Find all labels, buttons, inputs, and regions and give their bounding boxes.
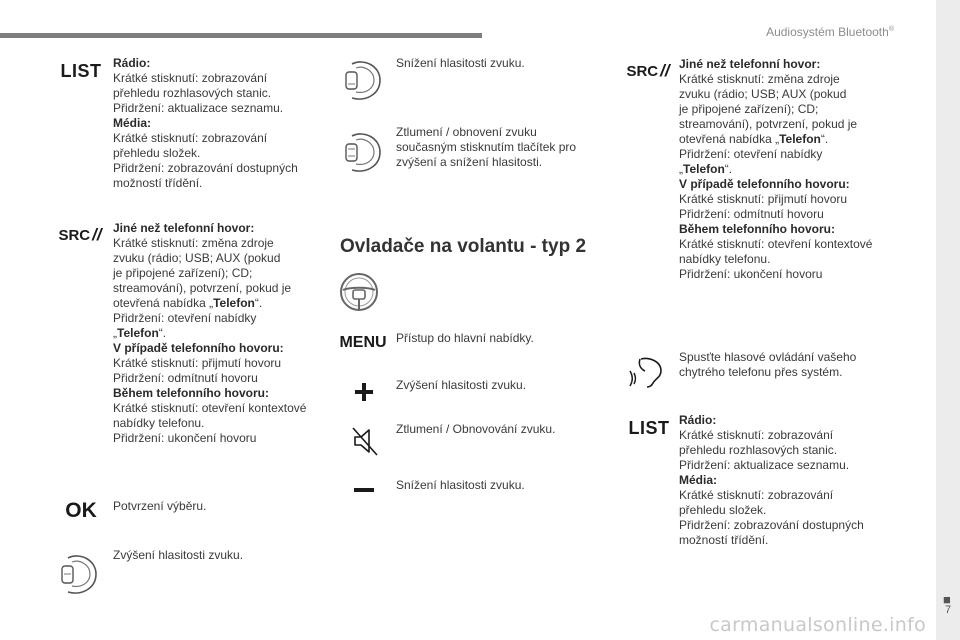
minus-description	[396, 478, 525, 493]
description-line: Krátké stisknutí: přijmutí hovoru	[113, 356, 282, 370]
description-subheading: Média:	[113, 116, 152, 130]
voice-line: Spusťte hlasové ovládání vašeho	[679, 350, 857, 364]
description-subheading: Rádio:	[679, 413, 717, 427]
description-line	[679, 413, 864, 428]
telefon-menu-label: Telefon	[779, 132, 821, 146]
description-line	[679, 222, 872, 237]
description-line: přehledu rozhlasových stanic.	[113, 86, 272, 100]
description-line	[113, 341, 306, 356]
page-number: 7	[945, 604, 952, 616]
description-line: zvuku (rádio; USB; AUX (pokud	[113, 251, 281, 265]
line-suffix: “.	[820, 132, 829, 146]
description-line: je připojené zařízení); CD;	[679, 102, 819, 116]
list-description	[113, 56, 298, 191]
src-icon-label: SRC	[58, 226, 91, 244]
description-line: Přidržení: odmítnutí hovoru	[679, 207, 824, 221]
steering-wheel-right-control-icon	[56, 550, 102, 598]
header-title-text: Audiosystém Bluetooth	[766, 25, 889, 39]
steering-wheel-control-both-icon	[340, 128, 386, 176]
description-line: Přidržení: ukončení hovoru	[113, 431, 257, 445]
description-line: nabídky telefonu.	[113, 416, 205, 430]
description-line: možností třídění.	[113, 176, 203, 190]
line-prefix: otevřená nabídka „	[113, 296, 214, 310]
minus-button-icon	[352, 484, 376, 496]
mute-speaker-icon	[350, 424, 380, 458]
description-line: nabídky telefonu.	[679, 252, 771, 266]
mute-text: Ztlumení / Obnovování zvuku.	[396, 422, 556, 436]
description-subheading: V případě telefonního hovoru:	[113, 341, 284, 355]
minus-text: Snížení hlasitosti zvuku.	[396, 478, 525, 492]
description-subheading: Během telefonního hovoru:	[679, 222, 835, 236]
description-subheading: Jiné než telefonní hovor:	[679, 57, 821, 71]
description-line: Krátké stisknutí: přijmutí hovoru	[679, 192, 848, 206]
line-prefix: „	[113, 326, 117, 340]
mute-combo-line: zvýšení a snížení hlasitosti.	[396, 155, 543, 169]
menu-button-icon	[338, 332, 388, 354]
description-line: Krátké stisknutí: otevření kontextové	[679, 237, 873, 251]
description-line	[113, 116, 298, 131]
src-slashes-icon: //	[92, 225, 102, 244]
volume-up-text: Zvýšení hlasitosti zvuku.	[113, 548, 244, 562]
src-description	[679, 57, 872, 282]
src-button-icon	[56, 224, 104, 246]
mute-combo-line: současným stisknutím tlačítek pro	[396, 140, 577, 154]
description-line: přehledu složek.	[113, 146, 201, 160]
description-line: přehledu rozhlasových stanic.	[679, 443, 838, 457]
line-suffix: “.	[724, 162, 733, 176]
line-suffix: “.	[158, 326, 167, 340]
description-line	[679, 162, 872, 177]
description-subheading: Rádio:	[113, 56, 151, 70]
voice-description	[679, 350, 856, 380]
list-icon-label: LIST	[628, 417, 670, 438]
description-line	[679, 177, 872, 192]
watermark: carmanualsonline.info	[709, 614, 926, 636]
description-line	[113, 386, 306, 401]
list-button-icon	[58, 58, 104, 84]
src-description	[113, 221, 306, 446]
description-line: Přidržení: zobrazování dostupných	[113, 161, 298, 175]
voice-command-icon	[626, 352, 666, 392]
plus-button-icon	[352, 380, 376, 404]
volume-up-description	[113, 548, 243, 563]
description-line: Krátké stisknutí: změna zdroje	[679, 72, 840, 86]
description-line: Přidržení: otevření nabídky	[679, 147, 823, 161]
line-prefix: otevřená nabídka „	[679, 132, 780, 146]
steering-wheel-control-lower-icon	[340, 56, 386, 104]
description-line: Přidržení: zobrazování dostupných	[679, 518, 864, 532]
ok-button-icon	[60, 498, 102, 524]
description-line: Přidržení: aktualizace seznamu.	[113, 101, 284, 115]
description-line	[679, 132, 872, 147]
plus-description	[396, 378, 526, 393]
description-line: zvuku (rádio; USB; AUX (pokud	[679, 87, 847, 101]
description-line	[113, 56, 298, 71]
volume-down-text: Snížení hlasitosti zvuku.	[396, 56, 525, 70]
description-line	[679, 473, 864, 488]
description-line	[113, 326, 306, 341]
description-line: streamování), potvrzení, pokud je	[113, 281, 292, 295]
description-line: Krátké stisknutí: zobrazování	[113, 71, 268, 85]
registered-mark: ®	[888, 26, 894, 33]
description-line	[679, 57, 872, 72]
description-line: Krátké stisknutí: změna zdroje	[113, 236, 274, 250]
description-line: Přidržení: ukončení hovoru	[679, 267, 823, 281]
menu-icon-label: MENU	[339, 334, 387, 351]
mute-combo-line: Ztlumení / obnovení zvuku	[396, 125, 537, 139]
menu-text: Přístup do hlavní nabídky.	[396, 331, 534, 345]
description-line: Přidržení: aktualizace seznamu.	[679, 458, 850, 472]
telefon-menu-label: Telefon	[117, 326, 159, 340]
ok-text: Potvrzení výběru.	[113, 499, 207, 513]
src-button-icon	[624, 60, 672, 82]
line-prefix: „	[679, 162, 683, 176]
page-header-title	[766, 25, 894, 39]
mute-description	[396, 422, 555, 437]
description-line: Přidržení: otevření nabídky	[113, 311, 257, 325]
section-heading: Ovladače na volantu - typ 2	[340, 236, 587, 257]
description-subheading: Během telefonního hovoru:	[113, 386, 269, 400]
mute-combo-description	[396, 125, 576, 170]
description-line: Krátké stisknutí: zobrazování	[113, 131, 268, 145]
steering-wheel-icon	[338, 271, 380, 313]
list-description	[679, 413, 864, 548]
description-line: je připojené zařízení); CD;	[113, 266, 253, 280]
description-line	[113, 221, 306, 236]
menu-description	[396, 331, 534, 346]
src-icon-label: SRC	[626, 62, 659, 80]
description-line: Přidržení: odmítnutí hovoru	[113, 371, 258, 385]
description-subheading: V případě telefonního hovoru:	[679, 177, 850, 191]
description-subheading: Jiné než telefonní hovor:	[113, 221, 255, 235]
description-line: přehledu složek.	[679, 503, 767, 517]
description-subheading: Média:	[679, 473, 718, 487]
list-icon-label: LIST	[60, 60, 102, 81]
src-slashes-icon: //	[660, 61, 670, 80]
description-line	[113, 296, 306, 311]
description-line: Krátké stisknutí: zobrazování	[679, 488, 834, 502]
voice-line: chytrého telefonu přes systém.	[679, 365, 843, 379]
telefon-menu-label: Telefon	[683, 162, 725, 176]
description-line: Krátké stisknutí: zobrazování	[679, 428, 834, 442]
side-strip	[936, 0, 960, 640]
volume-down-description	[396, 56, 525, 71]
page-marker: ■	[943, 592, 951, 607]
description-line: Krátké stisknutí: otevření kontextové	[113, 401, 307, 415]
description-line: možností třídění.	[679, 533, 769, 547]
list-button-icon	[626, 415, 672, 441]
line-suffix: “.	[254, 296, 263, 310]
header-rule	[0, 33, 482, 38]
description-line: streamování), potvrzení, pokud je	[679, 117, 858, 131]
ok-icon-label: OK	[65, 499, 97, 522]
plus-text: Zvýšení hlasitosti zvuku.	[396, 378, 527, 392]
telefon-menu-label: Telefon	[213, 296, 255, 310]
ok-description	[113, 499, 206, 514]
